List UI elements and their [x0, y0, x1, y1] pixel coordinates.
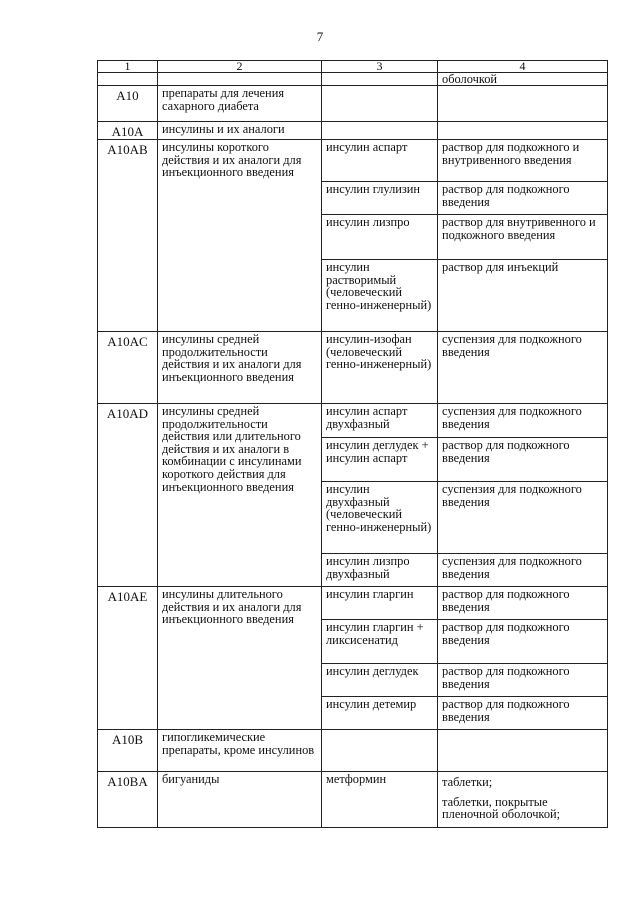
drug-name: метформин: [322, 772, 438, 828]
dosage-form: раствор для внутривенного и подкожного введения: [438, 215, 608, 260]
atc-code: A10AB: [98, 140, 158, 332]
drug-name: инсулин детемир: [322, 697, 438, 730]
dosage-forms: [438, 772, 608, 828]
group-name: гипогликемические препараты, кроме инсулинов: [158, 730, 322, 772]
drug-name: инсулин гларгин + ликсисенатид: [322, 620, 438, 664]
group-name: инсулины длительного действия и их аналоги для инъекционного введения: [158, 587, 322, 730]
dosage-form: раствор для инъекций: [438, 260, 608, 332]
drug-classification-table: [97, 60, 608, 828]
drug-name: инсулин глулизин: [322, 182, 438, 215]
atc-code: A10B: [98, 730, 158, 772]
dosage-form: раствор для подкожного введения: [438, 697, 608, 730]
dosage-form: таблетки;: [442, 775, 493, 789]
group-name: инсулины средней продолжительности действия или длительного действия и их аналоги в комбинации с инсулинами короткого действия для инъекционного введения: [158, 404, 322, 587]
drug-name: инсулин-изофан (человеческий генно-инженерный): [322, 332, 438, 404]
atc-code: A10: [98, 86, 158, 122]
header-cell: 2: [158, 61, 322, 73]
table-row: [98, 332, 608, 404]
dosage-form: суспензия для подкожного введения: [438, 482, 608, 554]
atc-code: A10AD: [98, 404, 158, 587]
header-cell: 1: [98, 61, 158, 73]
atc-code: A10AE: [98, 587, 158, 730]
header-cell: 4: [438, 61, 608, 73]
drug-name: инсулин гларгин: [322, 587, 438, 620]
table-row: [98, 730, 608, 772]
dosage-form: раствор для подкожного введения: [438, 438, 608, 482]
atc-code: A10BA: [98, 772, 158, 828]
drug-name: инсулин растворимый (человеческий генно-инженерный): [322, 260, 438, 332]
dosage-form: суспензия для подкожного введения: [438, 554, 608, 587]
continuation-text: оболочкой: [438, 73, 608, 86]
drug-name: инсулин лизпро двухфазный: [322, 554, 438, 587]
table-row: [98, 404, 608, 438]
table-row: [98, 772, 608, 828]
drug-name: инсулин аспарт двухфазный: [322, 404, 438, 438]
drug-name: инсулин деглудек: [322, 664, 438, 697]
dosage-form: суспензия для подкожного введения: [438, 404, 608, 438]
table-row: [98, 140, 608, 182]
table-header-row: [98, 61, 608, 73]
group-name: инсулины средней продолжительности действия и их аналоги для инъекционного введения: [158, 332, 322, 404]
dosage-form: таблетки, покрытые пленочной оболочкой;: [442, 794, 561, 822]
continuation-row: [98, 73, 608, 86]
atc-code: A10A: [98, 122, 158, 140]
header-cell: 3: [322, 61, 438, 73]
group-name: бигуаниды: [158, 772, 322, 828]
table-row: [98, 86, 608, 122]
dosage-form: раствор для подкожного введения: [438, 620, 608, 664]
table-row: [98, 122, 608, 140]
drug-name: инсулин аспарт: [322, 140, 438, 182]
page-number: 7: [316, 29, 324, 44]
dosage-form: раствор для подкожного введения: [438, 587, 608, 620]
dosage-form: раствор для подкожного введения: [438, 182, 608, 215]
dosage-form: раствор для подкожного и внутривенного введения: [438, 140, 608, 182]
group-name: инсулины и их аналоги: [158, 122, 322, 140]
dosage-form: раствор для подкожного введения: [438, 664, 608, 697]
atc-code: A10AC: [98, 332, 158, 404]
dosage-form: суспензия для подкожного введения: [438, 332, 608, 404]
drug-name: инсулин деглудек + инсулин аспарт: [322, 438, 438, 482]
drug-name: инсулин лизпро: [322, 215, 438, 260]
group-name: инсулины короткого действия и их аналоги для инъекционного введения: [158, 140, 322, 332]
group-name: препараты для лечения сахарного диабета: [158, 86, 322, 122]
table-row: [98, 587, 608, 620]
drug-name: инсулин двухфазный (человеческий генно-инженерный): [322, 482, 438, 554]
